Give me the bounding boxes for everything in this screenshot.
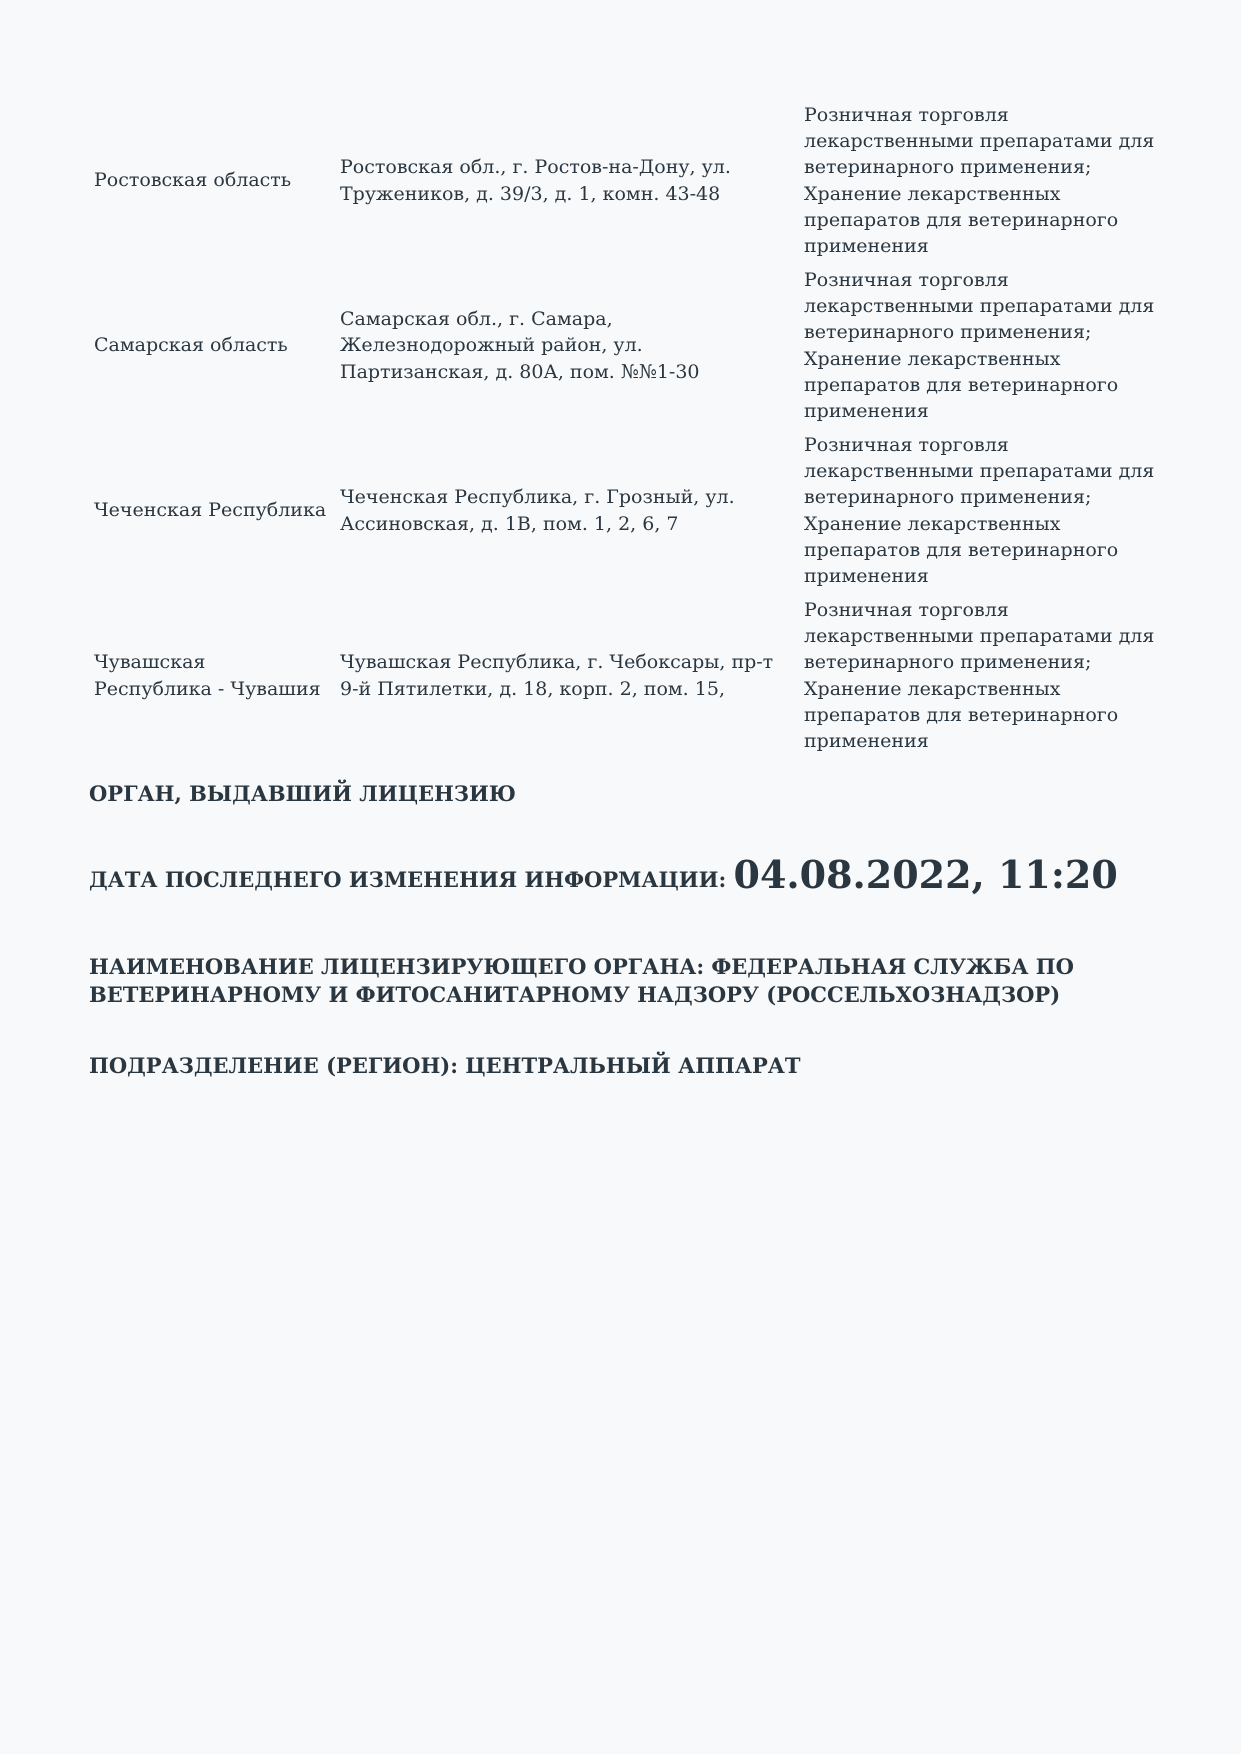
activity-cell: Розничная торговля лекарственными препаратами для ветеринарного применения; Хранение лекарственных препаратов для ветеринарного применения xyxy=(804,268,1155,423)
last-modified-label: ДАТА ПОСЛЕДНЕГО ИЗМЕНЕНИЯ ИНФОРМАЦИИ: xyxy=(89,867,727,892)
activity-cell: Розничная торговля лекарственными препаратами для ветеринарного применения; Хранение лекарственных препаратов для ветеринарного применения xyxy=(804,598,1155,753)
division-region: ПОДРАЗДЕЛЕНИЕ (РЕГИОН): ЦЕНТРАЛЬНЫЙ АППАРАТ xyxy=(89,1053,801,1078)
issuing-authority-heading: ОРГАН, ВЫДАВШИЙ ЛИЦЕНЗИЮ xyxy=(89,781,516,806)
region-cell: Ростовская область xyxy=(94,169,292,192)
address-cell: Ростовская обл., г. Ростов-на-Дону, ул. Тружеников, д. 39/3, д. 1, комн. 43-48 xyxy=(340,156,731,205)
licensing-authority-name: НАИМЕНОВАНИЕ ЛИЦЕНЗИРУЮЩЕГО ОРГАНА: ФЕДЕРАЛЬНАЯ СЛУЖБА ПО ВЕТЕРИНАРНОМУ И ФИТОСАНИТАРНОМУ НАДЗОРУ (РОССЕЛЬХОЗНАДЗОР) xyxy=(89,954,1074,1007)
address-cell: Чувашская Республика, г. Чебоксары, пр-т 9-й Пятилетки, д. 18, корп. 2, пом. 15, xyxy=(340,651,774,700)
address-cell: Самарская обл., г. Самара, Железнодорожный район, ул. Партизанская, д. 80А, пом. №№1-30 xyxy=(340,308,700,383)
table-row xyxy=(88,593,1170,758)
activity-addresses-table xyxy=(88,98,1170,758)
region-cell: Чеченская Республика xyxy=(94,499,327,522)
table-row xyxy=(88,98,1170,263)
region-cell: Самарская область xyxy=(94,334,288,357)
last-modified-line xyxy=(89,852,1118,897)
activity-cell: Розничная торговля лекарственными препаратами для ветеринарного применения; Хранение лекарственных препаратов для ветеринарного применения xyxy=(804,103,1155,258)
activity-cell: Розничная торговля лекарственными препаратами для ветеринарного применения; Хранение лекарственных препаратов для ветеринарного применения xyxy=(804,433,1155,588)
region-cell: Чувашская Республика - Чувашия xyxy=(94,651,321,700)
table-row xyxy=(88,428,1170,593)
address-cell: Чеченская Республика, г. Грозный, ул. Ассиновская, д. 1В, пом. 1, 2, 6, 7 xyxy=(340,486,735,535)
last-modified-date: 04.08.2022, 11:20 xyxy=(733,852,1118,897)
table-row xyxy=(88,263,1170,428)
